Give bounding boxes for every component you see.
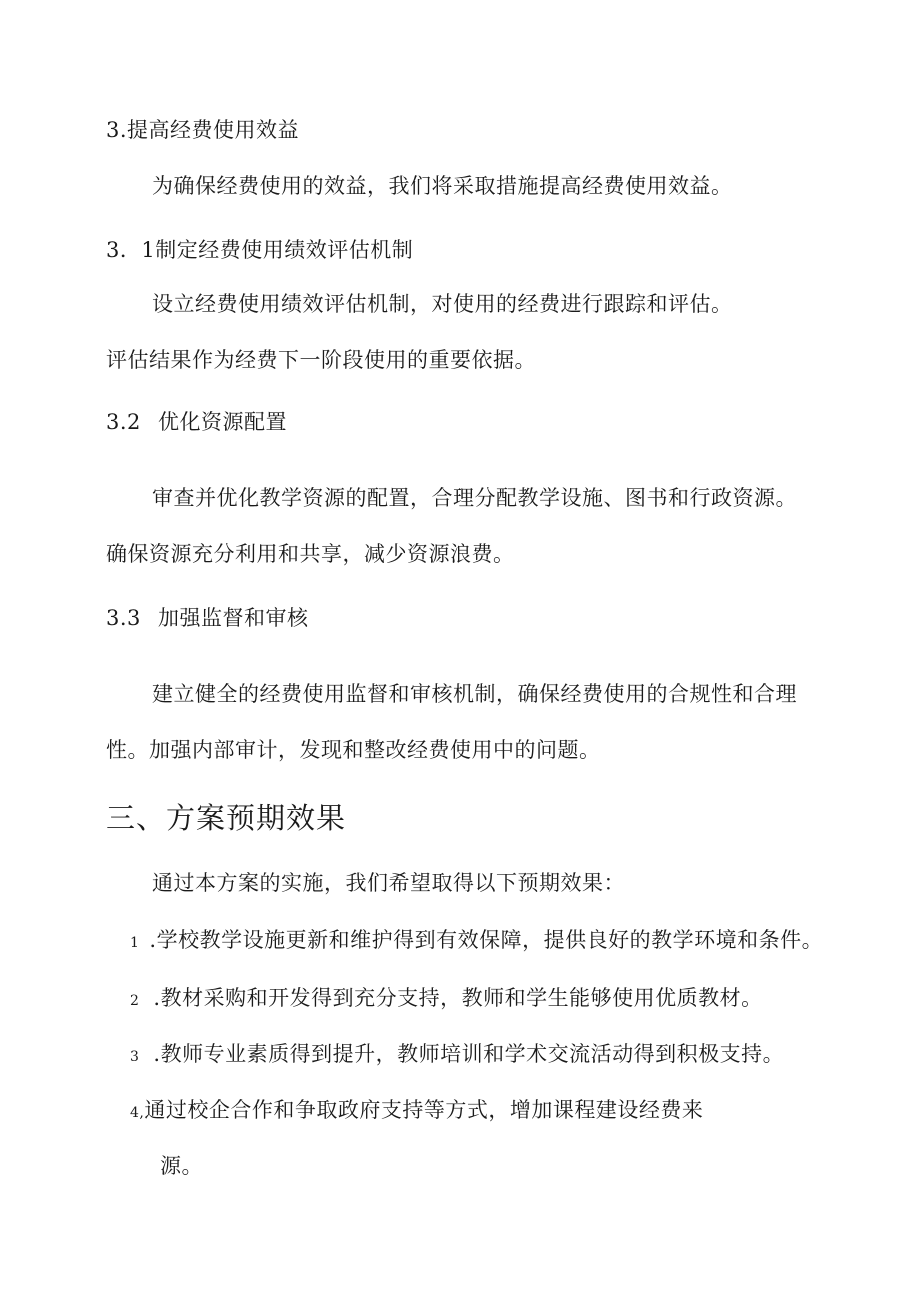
list-item-number: 1: [130, 935, 140, 951]
part-3-intro: 通过本方案的实施，我们希望取得以下预期效果：: [152, 871, 625, 895]
part-3-title: 三、方案预期效果: [106, 801, 347, 835]
list-item-number: 2: [130, 993, 140, 1009]
section-3-1-title: 3．1制定经费使用绩效评估机制: [106, 238, 414, 262]
section-3-2-number: 3.2: [106, 410, 141, 434]
section-3-title: 3.提高经费使用效益: [106, 118, 300, 142]
section-3-3-number: 3.3: [106, 606, 141, 630]
section-3-intro: 为确保经费使用的效益，我们将采取措施提高经费使用效益。: [152, 174, 733, 198]
section-3-2-heading: [106, 408, 287, 436]
section-3-1-paragraph-1: 设立经费使用绩效评估机制，对使用的经费进行跟踪和评估。: [152, 292, 733, 316]
section-3-3-paragraph-1: 建立健全的经费使用监督和审核机制，确保经费使用的合规性和合理: [152, 682, 797, 706]
list-item-number: 4,: [130, 1105, 145, 1121]
section-3-2-paragraph-1: 审查并优化教学资源的配置，合理分配教学设施、图书和行政资源。: [152, 486, 797, 510]
list-item-text: .学校教学设施更新和维护得到有效保障，提供良好的教学环境和条件。: [149, 928, 824, 952]
section-3-3-heading: [106, 604, 309, 632]
section-3-2-title: 优化资源配置: [158, 410, 287, 434]
list-item-text: .教材采购和开发得到充分支持，教师和学生能够使用优质教材。: [153, 986, 763, 1010]
list-item-text: .教师专业素质得到提升，教师培训和学术交流活动得到积极支持。: [153, 1042, 785, 1066]
list-item: [130, 984, 763, 1015]
list-item-text: 通过校企合作和争取政府支持等方式，增加课程建设经费来: [144, 1098, 704, 1122]
list-item-continuation: 源。: [160, 1154, 203, 1178]
list-item: [130, 926, 823, 957]
list-item: [130, 1040, 784, 1071]
section-3-1-paragraph-2: 评估结果作为经费下一阶段使用的重要依据。: [106, 348, 536, 372]
section-3-3-paragraph-2: 性。加强内部审计，发现和整改经费使用中的问题。: [106, 738, 601, 762]
list-item-number: 3: [130, 1049, 140, 1065]
section-3-2-paragraph-2: 确保资源充分利用和共享，减少资源浪费。: [106, 542, 515, 566]
section-3-3-title: 加强监督和审核: [158, 606, 309, 630]
list-item: [130, 1096, 703, 1127]
